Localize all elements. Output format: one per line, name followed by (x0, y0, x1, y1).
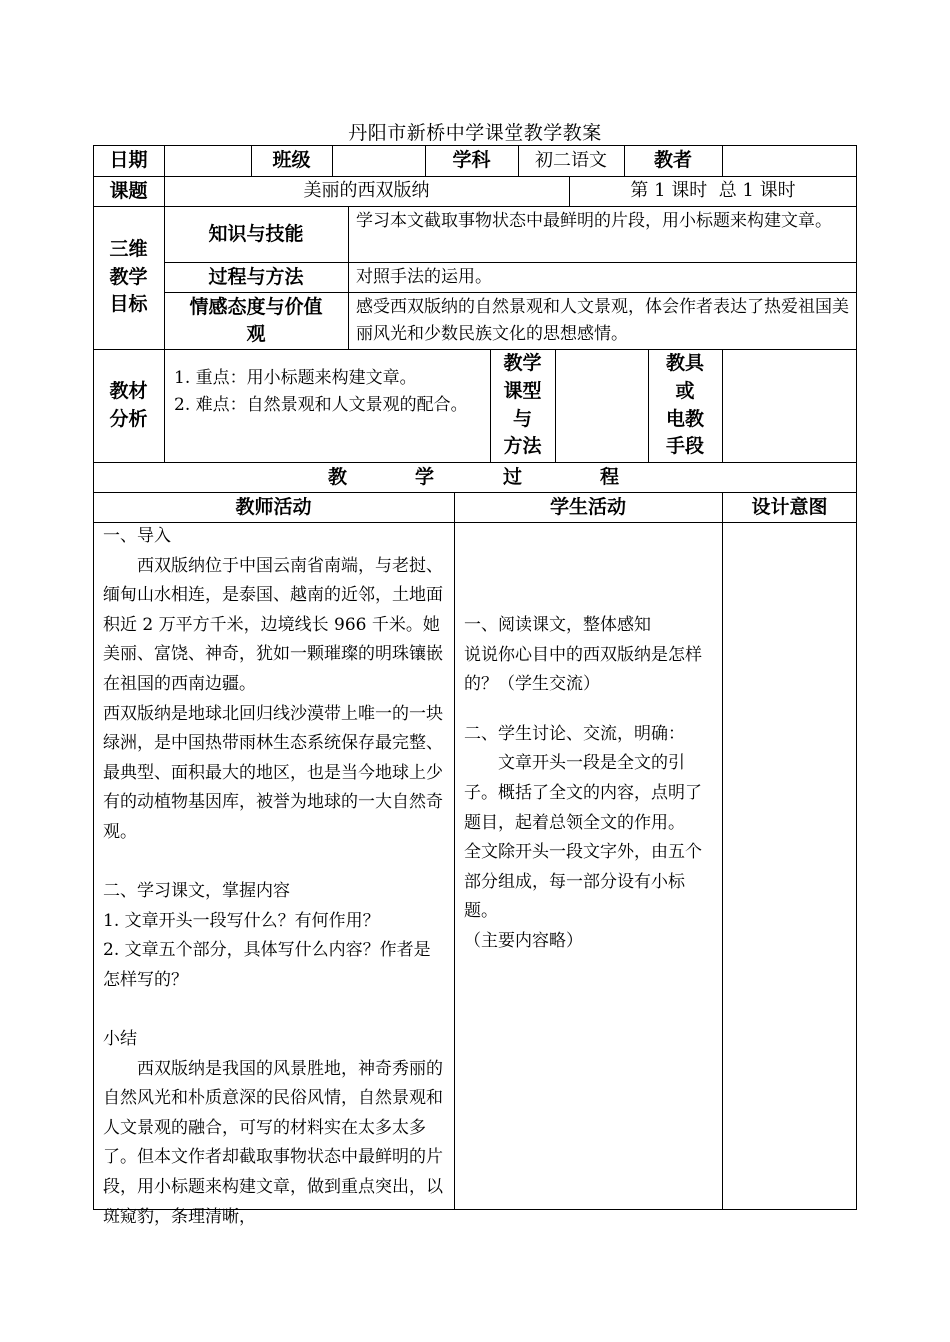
study-title: 二、学习课文，掌握内容 (103, 881, 290, 902)
student-activity-header: 学生活动 (549, 495, 626, 518)
date-label: 日期 (109, 149, 148, 172)
goals-label: 三维 教学 目标 (109, 238, 148, 316)
lesson-type-value (555, 349, 648, 462)
student-step-2-text-2: 全文除开头一段文字外，由五个部分组成，每一部分设有小标题。 (464, 842, 702, 922)
student-step-1-text: 说说你心目中的西双版纳是怎样的？（学生交流） (464, 644, 702, 695)
student-step-2-text-3: （主要内容略） (464, 930, 583, 951)
teaching-tools-label: 教具 或 电教 手段 (665, 352, 704, 458)
knowledge-skills-text: 学习本文截取事物状态中最鲜明的片段，用小标题来构建文章。 (356, 211, 832, 231)
analysis-label: 教材 分析 (109, 379, 148, 430)
student-step-2-text-1: 文章开头一段是全文的引子。概括了全文的内容，点明了题目，起着总领全文的作用。 (464, 753, 702, 833)
question-2: 2. 文章五个部分，具体写什么内容？作者是怎样写的？ (103, 940, 431, 990)
intro-title: 一、导入 (103, 526, 171, 546)
question-1: 1. 文章开头一段写什么？有何作用？ (103, 910, 380, 931)
class-value (332, 145, 425, 176)
class-label: 班级 (272, 149, 311, 172)
analysis-points: 1. 重点：用小标题来构建文章。 2. 难点：自然景观和人文景观的配合。 (174, 368, 468, 415)
emotion-values-label: 情感态度与价值 观 (189, 295, 323, 345)
page-title: 丹阳市新桥中学课堂教学教案 (348, 122, 602, 144)
teaching-tools-value (722, 349, 857, 462)
topic-label: 课题 (109, 179, 148, 202)
process-heading: 教 学 过 程 (328, 465, 620, 488)
emotion-values-text: 感受西双版纳的自然景观和人文景观，体会作者表达了热爱祖国美丽风光和少数民族文化的思想感情。 (356, 297, 849, 344)
process-method-label: 过程与方法 (208, 265, 304, 288)
student-activity-content (454, 522, 722, 1209)
student-step-2-title: 二、学生讨论、交流，明确： (464, 723, 685, 744)
summary-text: 西双版纳是我国的风景胜地，神奇秀丽的自然风光和朴质意深的民俗风情，自然景观和人文景观的融合，可写的材料实在太多太多了。但本文作者却截取事物状态中最鲜明的片段，用小标题来构建文章，做到重点突出，以斑窥豹，条理清晰， (103, 1058, 443, 1227)
teacher-activity-content (93, 522, 454, 1227)
intro-paragraph-1: 西双版纳位于中国云南省南端，与老挝、缅甸山水相连，是泰国、越南的近邻，土地面积近 2 万平方千米，边境线长 966 千米。她美丽、富饶、神奇，犹如一颗璀璨的明珠镶嵌在祖国的西南边疆。 (103, 555, 443, 694)
teacher-label: 教者 (653, 149, 692, 172)
date-value (164, 145, 251, 176)
lesson-periods: 第 1 课时 总 1 课时 (630, 180, 796, 202)
intro-paragraph-2: 西双版纳是地球北回归线沙漠带上唯一的一块绿洲，是中国热带雨林生态系统保存最完整、最典型、面积最大的地区，也是当今地球上少有的动植物基因库，被誉为地球的一大自然奇观。 (103, 703, 443, 842)
lesson-plan-table (93, 145, 857, 1227)
summary-title: 小结 (103, 1029, 137, 1050)
teacher-value (722, 145, 857, 176)
topic-value: 美丽的西双版纳 (303, 180, 430, 202)
subject-label: 学科 (452, 149, 491, 172)
subject-value: 初二语文 (535, 149, 607, 171)
process-method-text: 对照手法的运用。 (356, 267, 492, 287)
design-intent-header: 设计意图 (751, 495, 828, 518)
student-step-1-title: 一、阅读课文，整体感知 (464, 615, 651, 635)
design-intent-content (722, 522, 857, 1209)
teacher-activity-header: 教师活动 (235, 495, 312, 518)
lesson-type-label: 教学 课型 与 方法 (503, 352, 542, 458)
knowledge-skills-label: 知识与技能 (208, 222, 304, 245)
